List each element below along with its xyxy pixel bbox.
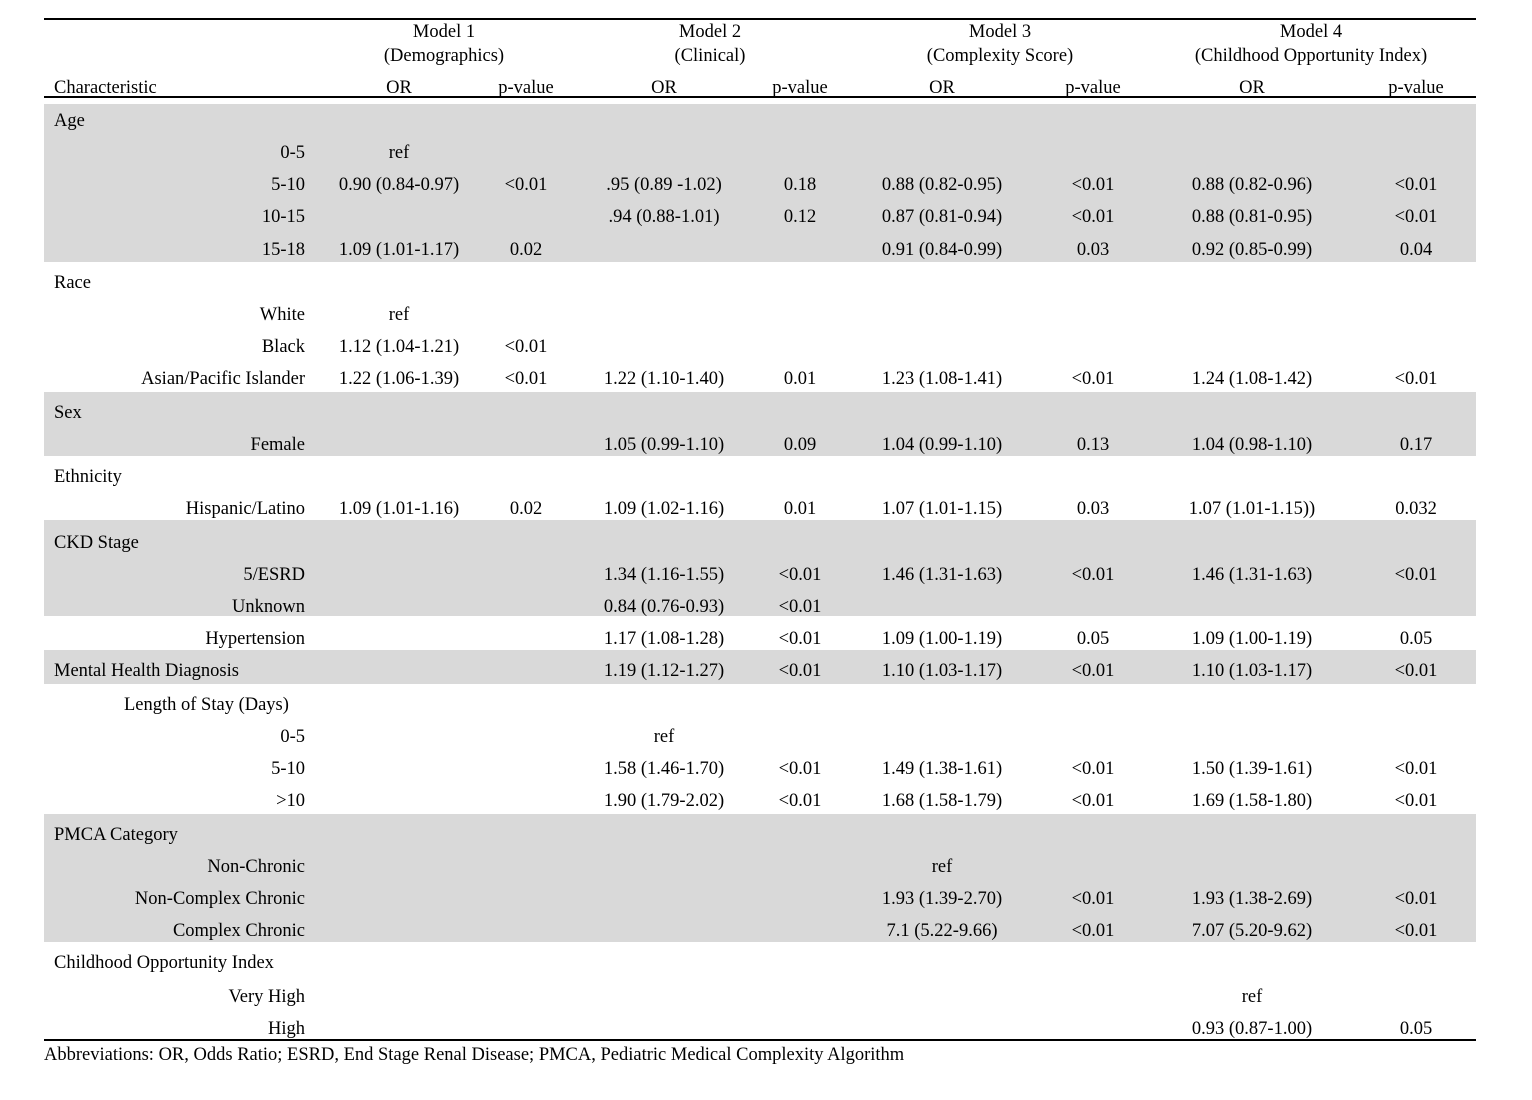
odds-ratio-cell: 1.07 (1.01-1.15)) [1188,499,1316,519]
p-value-cell: <0.01 [1071,921,1115,941]
odds-ratio-cell: 7.07 (5.20-9.62) [1191,921,1313,941]
p-value-cell: 0.17 [1399,435,1433,455]
row-label: 10-15 [261,207,305,227]
p-value-cell: <0.01 [1071,889,1115,909]
row-label: Asian/Pacific Islander [141,369,305,389]
odds-ratio-cell: 1.50 (1.39-1.61) [1191,759,1313,779]
row-section-label: PMCA Category [54,825,178,845]
row-label: White [259,305,305,325]
column-header-pvalue: p-value [772,78,828,98]
model-title: Model 4 [1279,22,1343,42]
p-value-cell: 0.09 [783,435,817,455]
row-label: Hispanic/Latino [185,499,305,519]
odds-ratio-cell: 1.22 (1.06-1.39) [338,369,460,389]
row-label: Unknown [232,597,305,617]
odds-ratio-cell: 1.19 (1.12-1.27) [603,661,725,681]
odds-ratio-cell: 1.04 (0.99-1.10) [881,435,1003,455]
row-section-label: Age [54,111,85,131]
column-header-pvalue: p-value [1065,78,1121,98]
p-value-cell: <0.01 [1071,207,1115,227]
odds-ratio-cell: ref [388,305,410,325]
odds-ratio-cell: 1.90 (1.79-2.02) [603,791,725,811]
row-section-label: Ethnicity [54,467,122,487]
odds-ratio-cell: 1.10 (1.03-1.17) [881,661,1003,681]
row-label: 15-18 [261,240,305,260]
p-value-cell: <0.01 [778,597,822,617]
odds-ratio-cell: 1.69 (1.58-1.80) [1191,791,1313,811]
column-header-pvalue: p-value [1388,78,1444,98]
column-header-pvalue: p-value [498,78,554,98]
odds-ratio-cell: 1.09 (1.01-1.17) [338,240,460,260]
p-value-cell: <0.01 [1394,889,1438,909]
p-value-cell: 0.01 [783,369,817,389]
odds-ratio-cell: 1.09 (1.00-1.19) [1191,629,1313,649]
p-value-cell: 0.02 [509,499,543,519]
p-value-cell: <0.01 [778,791,822,811]
p-value-cell: <0.01 [1394,369,1438,389]
p-value-cell: <0.01 [1394,565,1438,585]
p-value-cell: <0.01 [504,369,548,389]
odds-ratio-cell: 1.10 (1.03-1.17) [1191,661,1313,681]
p-value-cell: <0.01 [778,661,822,681]
p-value-cell: <0.01 [778,759,822,779]
odds-ratio-cell: ref [388,143,410,163]
odds-ratio-cell: ref [653,727,675,747]
p-value-cell: 0.05 [1399,629,1433,649]
odds-ratio-cell: 1.24 (1.08-1.42) [1191,369,1313,389]
odds-ratio-cell: 1.34 (1.16-1.55) [603,565,725,585]
p-value-cell: <0.01 [1071,791,1115,811]
p-value-cell: 0.03 [1076,499,1110,519]
p-value-cell: <0.01 [504,337,548,357]
p-value-cell: <0.01 [778,565,822,585]
p-value-cell: 0.05 [1076,629,1110,649]
odds-ratio-cell: ref [1241,987,1263,1007]
odds-ratio-cell: 0.91 (0.84-0.99) [881,240,1003,260]
p-value-cell: <0.01 [1394,661,1438,681]
row-label: Black [261,337,305,357]
odds-ratio-cell: 1.49 (1.38-1.61) [881,759,1003,779]
odds-ratio-cell: ref [931,857,953,877]
row-label: 5-10 [271,759,305,779]
odds-ratio-cell: 1.23 (1.08-1.41) [881,369,1003,389]
p-value-cell: <0.01 [778,629,822,649]
p-value-cell: <0.01 [1071,565,1115,585]
row-label: 0-5 [280,143,305,163]
odds-ratio-cell: 1.58 (1.46-1.70) [603,759,725,779]
odds-ratio-cell: 0.92 (0.85-0.99) [1191,240,1313,260]
odds-ratio-cell: .95 (0.89 -1.02) [606,175,722,195]
p-value-cell: 0.13 [1076,435,1110,455]
p-value-cell: 0.032 [1395,499,1437,519]
odds-ratio-cell: 0.90 (0.84-0.97) [338,175,460,195]
model-title: Model 3 [968,22,1032,42]
p-value-cell: <0.01 [1071,661,1115,681]
column-header-or: OR [386,78,412,98]
odds-ratio-cell: 0.88 (0.82-0.95) [881,175,1003,195]
p-value-cell: 0.12 [783,207,817,227]
odds-ratio-cell: 0.87 (0.81-0.94) [881,207,1003,227]
odds-ratio-cell: 1.46 (1.31-1.63) [1191,565,1313,585]
odds-ratio-cell: 1.12 (1.04-1.21) [338,337,460,357]
p-value-cell: <0.01 [1394,921,1438,941]
column-header-or: OR [1239,78,1265,98]
odds-ratio-cell: 1.93 (1.39-2.70) [881,889,1003,909]
p-value-cell: <0.01 [504,175,548,195]
column-header-or: OR [929,78,955,98]
model-title: Model 2 [678,22,742,42]
row-label: 0-5 [280,727,305,747]
odds-ratio-cell: 1.22 (1.10-1.40) [603,369,725,389]
p-value-cell: 0.01 [783,499,817,519]
odds-ratio-cell: 1.17 (1.08-1.28) [603,629,725,649]
row-label: High [268,1019,305,1039]
p-value-cell: <0.01 [1394,791,1438,811]
row-label: Very High [228,987,305,1007]
model-subtitle: (Childhood Opportunity Index) [1194,46,1428,66]
row-section-label: Childhood Opportunity Index [54,953,274,973]
p-value-cell: <0.01 [1071,759,1115,779]
odds-ratio-cell: 1.07 (1.01-1.15) [881,499,1003,519]
row-section-label: Length of Stay (Days) [124,695,289,715]
model-title: Model 1 [412,22,476,42]
row-section-label: Sex [54,403,82,423]
odds-ratio-cell: 0.88 (0.82-0.96) [1191,175,1313,195]
odds-ratio-cell: 7.1 (5.22-9.66) [886,921,998,941]
odds-ratio-cell: 0.93 (0.87-1.00) [1191,1019,1313,1039]
row-label: 5-10 [271,175,305,195]
row-label: >10 [276,791,305,811]
p-value-cell: 0.18 [783,175,817,195]
odds-ratio-cell: 1.04 (0.98-1.10) [1191,435,1313,455]
row-label: Complex Chronic [172,921,305,941]
p-value-cell: 0.02 [509,240,543,260]
odds-ratio-cell: 0.88 (0.81-0.95) [1191,207,1313,227]
row-section-label: Mental Health Diagnosis [54,661,239,681]
row-section-label: CKD Stage [54,533,139,553]
odds-ratio-cell: 1.09 (1.01-1.16) [338,499,460,519]
odds-ratio-cell: 1.09 (1.00-1.19) [881,629,1003,649]
top-rule [44,18,1476,20]
model-subtitle: (Complexity Score) [926,46,1074,66]
row-label: Non-Complex Chronic [134,889,305,909]
p-value-cell: <0.01 [1394,175,1438,195]
odds-ratio-cell: .94 (0.88-1.01) [608,207,720,227]
row-label: Hypertension [205,629,305,649]
p-value-cell: <0.01 [1394,207,1438,227]
p-value-cell: <0.01 [1071,175,1115,195]
odds-ratio-cell: 1.93 (1.38-2.69) [1191,889,1313,909]
row-section-label: Race [54,273,91,293]
row-label: 5/ESRD [243,565,305,585]
p-value-cell: <0.01 [1071,369,1115,389]
p-value-cell: 0.03 [1076,240,1110,260]
p-value-cell: <0.01 [1394,759,1438,779]
odds-ratio-cell: 1.68 (1.58-1.79) [881,791,1003,811]
row-label: Non-Chronic [207,857,305,877]
p-value-cell: 0.05 [1399,1019,1433,1039]
column-header-characteristic: Characteristic [54,78,157,98]
odds-ratio-cell: 0.84 (0.76-0.93) [603,597,725,617]
model-subtitle: (Clinical) [674,46,746,66]
model-subtitle: (Demographics) [383,46,505,66]
odds-ratio-cell: 1.05 (0.99-1.10) [603,435,725,455]
row-label: Female [250,435,305,455]
column-header-or: OR [651,78,677,98]
p-value-cell: 0.04 [1399,240,1433,260]
odds-ratio-cell: 1.46 (1.31-1.63) [881,565,1003,585]
footnote: Abbreviations: OR, Odds Ratio; ESRD, End Stage Renal Disease; PMCA, Pediatric Medical Complexity Algorithm [44,1045,905,1065]
odds-ratio-cell: 1.09 (1.02-1.16) [603,499,725,519]
